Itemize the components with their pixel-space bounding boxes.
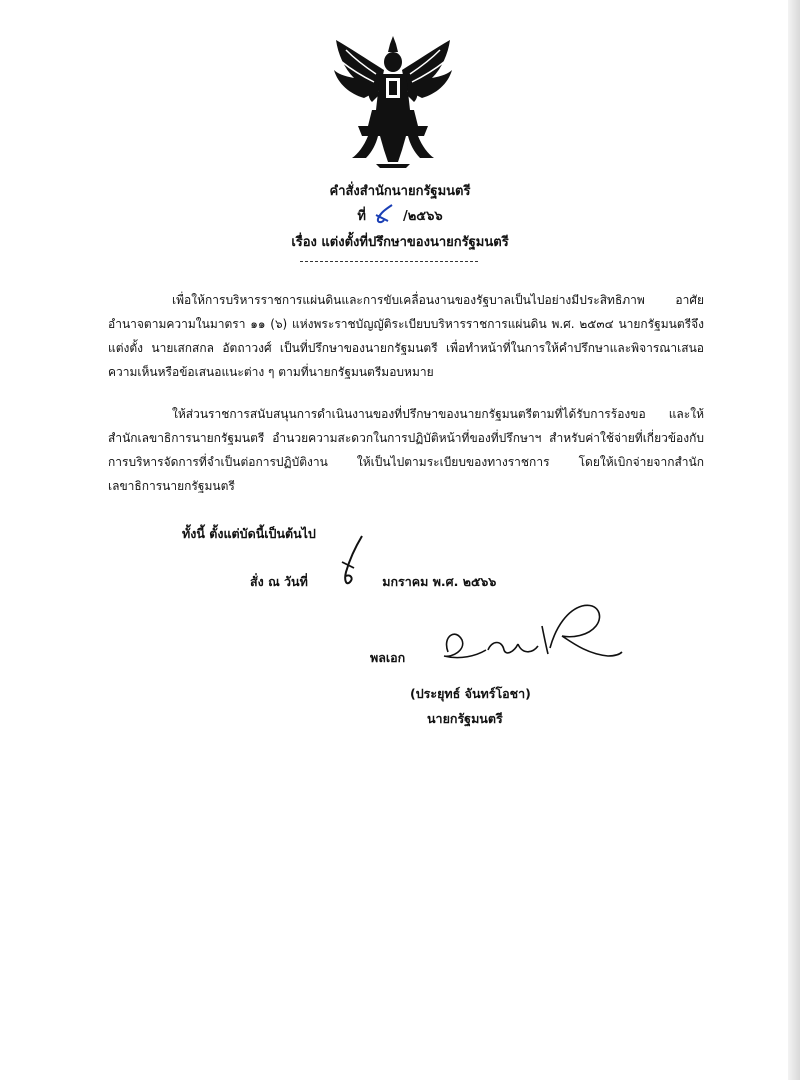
effective-statement: ทั้งนี้ ตั้งแต่บัดนี้เป็นต้นไป <box>182 526 316 541</box>
order-number-handwritten <box>370 209 398 225</box>
handwritten-signature <box>430 596 630 676</box>
order-subject: เรื่อง แต่งตั้งที่ปรึกษาของนายกรัฐมนตรี <box>291 235 509 250</box>
paragraph-2-text: ให้ส่วนราชการสนับสนุนการดำเนินงานของที่ปรึกษาของนายกรัฐมนตรีตามที่ได้รับการร้องขอ และให้สำนักเลขาธิการนายกรัฐมนตรี อำนวยความสะดวกในการปฏิบัติหน้าที่ของที่ปรึกษาฯ สำหรับค่าใช้จ่ายที่เกี่ยวข้องกับการบริหารจัดการที่จำเป็นต่อการปฏิบัติงาน ให้เป็นไปตามระเบียบของทางราชการ โดยให้เบิกจ่ายจากสำนักเลขาธิการนายกรัฐมนตรี <box>108 407 704 493</box>
garuda-emblem-icon <box>328 30 458 170</box>
order-title: คำสั่งสำนักนายกรัฐมนตรี <box>329 184 471 199</box>
signer-name: (ประยุทธ์ จันทร์โอชา) <box>410 686 531 701</box>
order-date <box>250 572 496 592</box>
signer-rank: พลเอก <box>370 650 406 665</box>
body-paragraph-2 <box>108 402 704 498</box>
page-edge-shadow <box>788 0 800 1080</box>
order-number-suffix: /๒๕๖๖ <box>402 209 443 224</box>
order-number-prefix: ที่ <box>357 209 366 224</box>
order-date-prefix: สั่ง ณ วันที่ <box>250 574 308 589</box>
signer-position: นายกรัฐมนตรี <box>427 711 503 726</box>
order-number-row <box>0 205 800 226</box>
body-paragraph-1 <box>108 288 704 384</box>
paragraph-1-text: เพื่อให้การบริหารราชการแผ่นดินและการขับเคลื่อนงานของรัฐบาลเป็นไปอย่างมีประสิทธิภาพ อาศัยอำนาจตามความในมาตรา ๑๑ (๖) แห่งพระราชบัญญัติระเบียบบริหารราชการแผ่นดิน พ.ศ. ๒๕๓๔ นายกรัฐมนตรีจึงแต่งตั้ง นายเสกสกล อัตถาวงศ์ เป็นที่ปรึกษาของนายกรัฐมนตรี เพื่อทำหน้าที่ในการให้คำปรึกษาและพิจารณาเสนอความเห็นหรือข้อเสนอแนะต่าง ๆ ตามที่นายกรัฐมนตรีมอบหมาย <box>108 293 704 379</box>
order-date-month-year: มกราคม พ.ศ. ๒๕๖๖ <box>382 574 497 589</box>
dashed-divider <box>300 261 478 262</box>
handwritten-day-number <box>336 532 366 592</box>
